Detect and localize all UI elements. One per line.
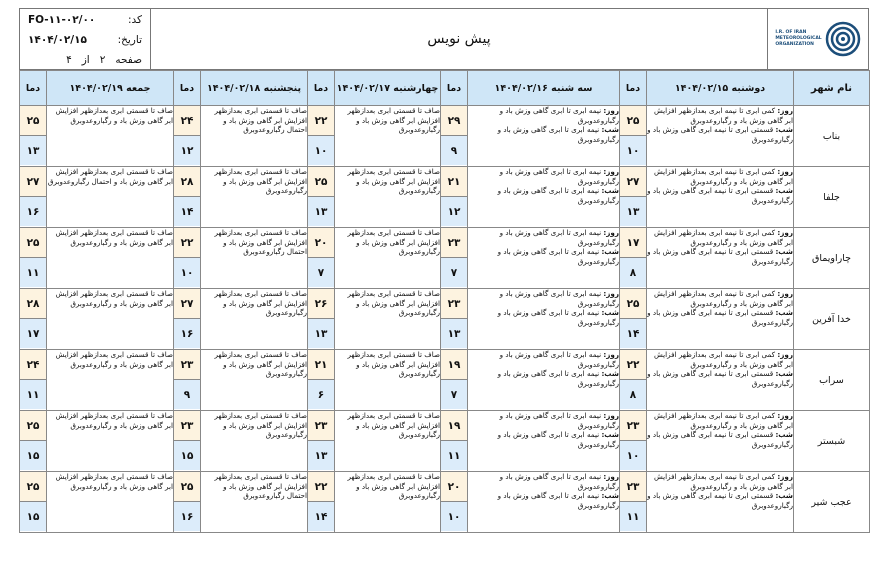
temp-min: ۱۶: [20, 197, 46, 226]
night-forecast: قسمتی ابری تا نیمه ابری گاهی وزش باد و رگباروعدوبرق: [647, 247, 793, 267]
temp-cell: [441, 167, 468, 228]
temp-cell: [308, 228, 335, 289]
forecast-cell: [468, 350, 620, 411]
night-label: شب:: [601, 491, 619, 501]
temp-max: ۲۱: [308, 350, 334, 380]
temp-max: ۱۹: [441, 411, 467, 441]
night-forecast: نیمه ابری تا ابری گاهی وزش باد و رگباروعدوبرق: [497, 308, 619, 328]
day-forecast: کمی ابری تا نیمه ابری بعدازظهر افزایش ابر گاهی وزش باد و رگباروعدوبرق: [653, 106, 793, 125]
header-temp-3: دما: [308, 71, 335, 106]
temp-cell: [20, 289, 47, 350]
temp-max: ۲۰: [308, 228, 334, 258]
forecast-cell: [47, 350, 174, 411]
temp-max: ۲۳: [174, 350, 200, 380]
forecast-cell: [201, 350, 308, 411]
table-row: [20, 228, 870, 289]
temp-cell: [620, 289, 647, 350]
document-header: [19, 8, 869, 70]
page-total: ۴: [66, 54, 72, 66]
temp-cell: [308, 411, 335, 472]
temp-max: ۲۷: [20, 167, 46, 197]
forecast-cell: [335, 350, 441, 411]
night-forecast: نیمه ابری تا ابری گاهی وزش باد و رگباروعدوبرق: [497, 430, 619, 450]
city-name: خدا آفرین: [794, 289, 870, 350]
temp-max: ۲۲: [308, 472, 334, 502]
day-forecast: نیمه ابری تا ابری گاهی وزش باد و رگباروعدوبرق: [499, 289, 619, 308]
night-label: شب:: [775, 308, 793, 318]
table-row: [20, 411, 870, 472]
temp-min: ۱۳: [620, 197, 646, 226]
temp-max: ۲۰: [441, 472, 467, 502]
temp-min: ۱۰: [308, 136, 334, 165]
forecast-cell: [201, 289, 308, 350]
temp-min: ۱۶: [174, 502, 200, 531]
day-forecast: کمی ابری تا نیمه ابری بعدازظهر افزایش ابر گاهی وزش باد و رگباروعدوبرق: [653, 289, 793, 308]
forecast-text: صاف تا قسمتی ابری بعدازظهر افزایش ابر گاهی وزش باد و رگباروعدوبرق: [55, 106, 173, 125]
temp-cell: [441, 289, 468, 350]
forecast-text: صاف تا قسمتی ابری بعدازظهر افزایش ابر گاهی وزش باد و رگباروعدوبرق: [55, 472, 173, 491]
night-label: شب:: [775, 247, 793, 257]
temp-cell: [20, 228, 47, 289]
day-label: روز:: [603, 350, 619, 359]
forecast-text: صاف تا قسمتی ابری بعدازظهر افزایش ابر گاهی وزش باد و رگباروعدوبرق: [214, 411, 307, 440]
temp-cell: [20, 411, 47, 472]
night-label: شب:: [601, 430, 619, 440]
header-day-2: سه شنبه ۱۴۰۴/۰۲/۱۶: [468, 71, 620, 106]
meteorological-organization-logo: [825, 21, 861, 57]
city-name: چاراویماق: [794, 228, 870, 289]
temp-min: ۱۴: [308, 502, 334, 531]
doc-title-cell: [151, 9, 768, 70]
header-day-5: جمعه ۱۴۰۴/۰۲/۱۹: [47, 71, 174, 106]
temp-min: ۱۰: [620, 136, 646, 165]
temp-min: ۷: [441, 380, 467, 409]
day-label: روز:: [603, 167, 619, 176]
night-label: شب:: [775, 369, 793, 379]
day-label: روز:: [603, 411, 619, 420]
code-value: FO-۱۱-۰۲/۰۰: [28, 14, 96, 26]
temp-min: ۱۲: [441, 197, 467, 226]
forecast-text: صاف تا قسمتی ابری بعدازظهر افزایش ابر گاهی وزش باد و احتمال رگباروعدوبرق: [214, 106, 307, 135]
forecast-cell: [47, 411, 174, 472]
city-name: بناب: [794, 106, 870, 167]
temp-max: ۲۳: [620, 472, 646, 502]
temp-cell: [20, 167, 47, 228]
temp-min: ۱۶: [174, 319, 200, 348]
forecast-text: صاف تا قسمتی ابری بعدازظهر افزایش ابر گاهی وزش باد و رگباروعدوبرق: [347, 228, 440, 257]
day-forecast: کمی ابری تا نیمه ابری بعدازظهر افزایش ابر گاهی وزش باد و رگباروعدوبرق: [653, 472, 793, 491]
forecast-cell: [47, 228, 174, 289]
day-forecast: نیمه ابری تا ابری گاهی وزش باد و رگباروعدوبرق: [499, 472, 619, 491]
night-forecast: قسمتی ابری تا نیمه ابری گاهی وزش باد و رگباروعدوبرق: [647, 308, 793, 328]
temp-min: ۱۳: [308, 197, 334, 226]
temp-cell: [174, 411, 201, 472]
forecast-text: صاف تا قسمتی ابری بعدازظهر افزایش ابر گاهی وزش باد و رگباروعدوبرق: [347, 350, 440, 379]
forecast-text: صاف تا قسمتی ابری بعدازظهر افزایش ابر گاهی وزش باد و رگباروعدوبرق: [347, 289, 440, 318]
temp-min: ۷: [441, 258, 467, 287]
temp-min: ۱۰: [620, 441, 646, 470]
temp-cell: [308, 167, 335, 228]
temp-min: ۱۰: [174, 258, 200, 287]
city-name: سراب: [794, 350, 870, 411]
day-forecast: نیمه ابری تا ابری گاهی وزش باد و رگباروعدوبرق: [499, 167, 619, 186]
doc-meta: [20, 9, 151, 70]
temp-min: ۱۱: [620, 502, 646, 531]
forecast-cell: [647, 472, 794, 533]
night-forecast: نیمه ابری تا ابری گاهی وزش باد و رگباروعدوبرق: [497, 125, 619, 145]
day-label: روز:: [603, 106, 619, 115]
temp-max: ۲۹: [441, 106, 467, 136]
temp-min: ۱۷: [20, 319, 46, 348]
header-temp-5: دما: [20, 71, 47, 106]
forecast-text: صاف تا قسمتی ابری بعدازظهر افزایش ابر گاهی وزش باد و رگباروعدوبرق: [55, 411, 173, 430]
forecast-cell: [201, 167, 308, 228]
temp-min: ۸: [620, 380, 646, 409]
temp-min: ۱۳: [441, 319, 467, 348]
temp-max: ۲۳: [441, 289, 467, 319]
temp-cell: [441, 411, 468, 472]
day-label: روز:: [603, 228, 619, 237]
night-forecast: نیمه ابری تا ابری گاهی وزش باد و رگباروعدوبرق: [497, 369, 619, 389]
temp-min: ۱۱: [20, 258, 46, 287]
temp-max: ۲۷: [174, 289, 200, 319]
temp-min: ۱۴: [174, 197, 200, 226]
forecast-cell: [468, 106, 620, 167]
day-forecast: کمی ابری تا نیمه ابری بعدازظهر افزایش ابر گاهی وزش باد و رگباروعدوبرق: [653, 228, 793, 247]
forecast-cell: [647, 167, 794, 228]
page-num: ۲: [99, 54, 106, 66]
forecast-cell: [335, 411, 441, 472]
temp-max: ۲۷: [620, 167, 646, 197]
temp-max: ۲۸: [174, 167, 200, 197]
temp-max: ۲۵: [174, 472, 200, 502]
night-label: شب:: [601, 125, 619, 135]
temp-min: ۱۵: [20, 502, 46, 531]
table-row: [20, 289, 870, 350]
day-forecast: نیمه ابری تا ابری گاهی وزش باد و رگباروعدوبرق: [499, 106, 619, 125]
day-label: روز:: [777, 350, 793, 359]
temp-min: ۷: [308, 258, 334, 287]
night-forecast: نیمه ابری تا ابری گاهی وزش باد و رگباروعدوبرق: [497, 247, 619, 267]
temp-min: ۱۳: [308, 319, 334, 348]
forecast-cell: [335, 106, 441, 167]
temp-min: ۱۴: [620, 319, 646, 348]
city-name: عجب شیر: [794, 472, 870, 533]
temp-cell: [174, 228, 201, 289]
logo-text-2: METEOROLOGICAL: [775, 36, 822, 42]
table-row: [20, 106, 870, 167]
temp-max: ۲۱: [441, 167, 467, 197]
temp-cell: [20, 350, 47, 411]
date-label: تاریخ:: [117, 34, 142, 46]
temp-max: ۲۶: [308, 289, 334, 319]
forecast-cell: [468, 411, 620, 472]
page-label: صفحه: [115, 54, 142, 66]
temp-min: ۹: [441, 136, 467, 165]
forecast-cell: [47, 472, 174, 533]
temp-min: ۶: [308, 380, 334, 409]
temp-max: ۲۲: [620, 350, 646, 380]
temp-cell: [620, 472, 647, 533]
temp-max: ۲۵: [620, 289, 646, 319]
temp-max: ۲۳: [620, 411, 646, 441]
forecast-text: صاف تا قسمتی ابری بعدازظهر افزایش ابر گاهی وزش باد و احتمال رگباروعدوبرق: [47, 167, 173, 186]
logo-text-3: ORGANIZATION: [775, 41, 814, 47]
city-name: جلفا: [794, 167, 870, 228]
day-forecast: کمی ابری تا نیمه ابری بعدازظهر افزایش ابر گاهی وزش باد و رگباروعدوبرق: [653, 167, 793, 186]
forecast-cell: [335, 472, 441, 533]
temp-cell: [308, 472, 335, 533]
temp-cell: [174, 106, 201, 167]
forecast-cell: [335, 228, 441, 289]
temp-cell: [20, 472, 47, 533]
temp-max: ۱۷: [620, 228, 646, 258]
header-temp-4: دما: [174, 71, 201, 106]
forecast-text: صاف تا قسمتی ابری بعدازظهر افزایش ابر گاهی وزش باد و رگباروعدوبرق: [347, 472, 440, 501]
code-label: کد:: [127, 14, 142, 26]
night-label: شب:: [775, 186, 793, 196]
temp-max: ۲۵: [20, 106, 46, 136]
temp-cell: [20, 106, 47, 167]
temp-min: ۹: [174, 380, 200, 409]
forecast-cell: [201, 411, 308, 472]
table-header-row: [20, 71, 870, 106]
day-label: روز:: [777, 472, 793, 481]
night-forecast: قسمتی ابری تا نیمه ابری گاهی وزش باد و رگباروعدوبرق: [647, 491, 793, 511]
temp-max: ۲۲: [308, 106, 334, 136]
temp-min: ۱۰: [441, 502, 467, 531]
logo-cell: [768, 9, 869, 70]
night-forecast: نیمه ابری تا ابری گاهی وزش باد و رگباروعدوبرق: [497, 491, 619, 511]
temp-cell: [441, 106, 468, 167]
forecast-cell: [468, 228, 620, 289]
day-forecast: کمی ابری تا نیمه ابری بعدازظهر افزایش ابر گاهی وزش باد و رگباروعدوبرق: [653, 411, 793, 430]
temp-max: ۱۹: [441, 350, 467, 380]
forecast-cell: [647, 289, 794, 350]
temp-max: ۲۲: [174, 228, 200, 258]
day-label: روز:: [603, 289, 619, 298]
forecast-text: صاف تا قسمتی ابری بعدازظهر افزایش ابر گاهی وزش باد و رگباروعدوبرق: [55, 228, 173, 247]
temp-cell: [308, 106, 335, 167]
night-forecast: قسمتی ابری تا نیمه ابری گاهی وزش باد و رگباروعدوبرق: [647, 430, 793, 450]
forecast-cell: [468, 472, 620, 533]
header-day-4: پنجشنبه ۱۴۰۴/۰۲/۱۸: [201, 71, 308, 106]
forecast-cell: [647, 228, 794, 289]
forecast-text: صاف تا قسمتی ابری بعدازظهر افزایش ابر گاهی وزش باد و رگباروعدوبرق: [55, 289, 173, 308]
table-row: [20, 472, 870, 533]
forecast-text: صاف تا قسمتی ابری بعدازظهر افزایش ابر گاهی وزش باد و رگباروعدوبرق: [214, 289, 307, 318]
forecast-cell: [47, 289, 174, 350]
temp-cell: [308, 350, 335, 411]
forecast-cell: [468, 167, 620, 228]
night-forecast: نیمه ابری تا ابری گاهی وزش باد و رگباروعدوبرق: [497, 186, 619, 206]
forecast-cell: [201, 106, 308, 167]
page-of: از: [81, 54, 90, 66]
forecast-cell: [468, 289, 620, 350]
forecast-text: صاف تا قسمتی ابری بعدازظهر افزایش ابر گاهی وزش باد و رگباروعدوبرق: [55, 350, 173, 369]
night-label: شب:: [775, 125, 793, 135]
night-label: شب:: [775, 430, 793, 440]
night-forecast: قسمتی ابری تا نیمه ابری گاهی وزش باد و رگباروعدوبرق: [647, 186, 793, 206]
night-forecast: قسمتی ابری تا نیمه ابری گاهی وزش باد و رگباروعدوبرق: [647, 369, 793, 389]
day-label: روز:: [777, 411, 793, 420]
forecast-cell: [335, 289, 441, 350]
forecast-text: صاف تا قسمتی ابری بعدازظهر افزایش ابر گاهی وزش باد و احتمال رگباروعدوبرق: [214, 228, 307, 257]
header-day-1: دوشنبه ۱۴۰۴/۰۲/۱۵: [647, 71, 794, 106]
temp-max: ۲۳: [174, 411, 200, 441]
day-forecast: نیمه ابری تا ابری گاهی وزش باد و رگباروعدوبرق: [499, 411, 619, 430]
forecast-cell: [47, 106, 174, 167]
forecast-text: صاف تا قسمتی ابری بعدازظهر افزایش ابر گاهی وزش باد و احتمال رگباروعدوبرق: [214, 472, 307, 501]
forecast-cell: [47, 167, 174, 228]
forecast-text: صاف تا قسمتی ابری بعدازظهر افزایش ابر گاهی وزش باد و رگباروعدوبرق: [347, 167, 440, 196]
temp-cell: [441, 472, 468, 533]
temp-max: ۲۸: [20, 289, 46, 319]
forecast-table: [19, 70, 870, 533]
temp-min: ۸: [620, 258, 646, 287]
forecast-cell: [647, 106, 794, 167]
temp-max: ۲۴: [174, 106, 200, 136]
temp-max: ۲۵: [20, 411, 46, 441]
day-forecast: نیمه ابری تا ابری گاهی وزش باد و رگباروعدوبرق: [499, 350, 619, 369]
page-title: پیش نویس: [427, 31, 491, 47]
temp-cell: [441, 228, 468, 289]
temp-min: ۱۳: [20, 136, 46, 165]
header-city: نام شهر: [794, 71, 870, 106]
date-value: ۱۴۰۴/۰۲/۱۵: [28, 34, 87, 46]
temp-cell: [620, 106, 647, 167]
forecast-page: [19, 8, 869, 533]
forecast-text: صاف تا قسمتی ابری بعدازظهر افزایش ابر گاهی وزش باد و رگباروعدوبرق: [214, 167, 307, 196]
temp-cell: [620, 167, 647, 228]
day-label: روز:: [777, 228, 793, 237]
logo-text-1: I.R. OF IRAN: [775, 30, 807, 36]
night-label: شب:: [601, 308, 619, 318]
day-label: روز:: [777, 106, 793, 115]
forecast-cell: [201, 228, 308, 289]
day-label: روز:: [777, 289, 793, 298]
temp-cell: [308, 289, 335, 350]
forecast-text: صاف تا قسمتی ابری بعدازظهر افزایش ابر گاهی وزش باد و رگباروعدوبرق: [347, 411, 440, 440]
temp-max: ۲۳: [441, 228, 467, 258]
temp-max: ۲۴: [20, 350, 46, 380]
day-label: روز:: [777, 167, 793, 176]
temp-cell: [620, 411, 647, 472]
day-forecast: کمی ابری تا نیمه ابری بعدازظهر افزایش ابر گاهی وزش باد و رگباروعدوبرق: [653, 350, 793, 369]
forecast-text: صاف تا قسمتی ابری بعدازظهر افزایش ابر گاهی وزش باد و رگباروعدوبرق: [347, 106, 440, 135]
table-row: [20, 350, 870, 411]
forecast-cell: [647, 411, 794, 472]
temp-min: ۱۵: [20, 441, 46, 470]
temp-cell: [174, 472, 201, 533]
temp-min: ۱۳: [308, 441, 334, 470]
temp-max: ۲۵: [20, 228, 46, 258]
forecast-cell: [335, 167, 441, 228]
header-temp-1: دما: [620, 71, 647, 106]
day-forecast: نیمه ابری تا ابری گاهی وزش باد و رگباروعدوبرق: [499, 228, 619, 247]
temp-max: ۲۵: [620, 106, 646, 136]
temp-cell: [174, 350, 201, 411]
night-label: شب:: [775, 491, 793, 501]
temp-min: ۱۱: [20, 380, 46, 409]
forecast-cell: [201, 472, 308, 533]
forecast-cell: [647, 350, 794, 411]
temp-cell: [620, 228, 647, 289]
forecast-text: صاف تا قسمتی ابری بعدازظهر افزایش ابر گاهی وزش باد و رگباروعدوبرق: [214, 350, 307, 379]
temp-cell: [441, 350, 468, 411]
night-label: شب:: [601, 247, 619, 257]
temp-max: ۲۳: [308, 411, 334, 441]
temp-min: ۱۱: [441, 441, 467, 470]
temp-cell: [620, 350, 647, 411]
temp-max: ۲۵: [20, 472, 46, 502]
table-row: [20, 167, 870, 228]
header-day-3: چهارشنبه ۱۴۰۴/۰۲/۱۷: [335, 71, 441, 106]
header-temp-2: دما: [441, 71, 468, 106]
temp-max: ۲۵: [308, 167, 334, 197]
night-label: شب:: [601, 186, 619, 196]
night-forecast: قسمتی ابری تا نیمه ابری گاهی وزش باد و رگباروعدوبرق: [647, 125, 793, 145]
temp-min: ۱۵: [174, 441, 200, 470]
day-label: روز:: [603, 472, 619, 481]
temp-cell: [174, 167, 201, 228]
temp-cell: [174, 289, 201, 350]
city-name: شبستر: [794, 411, 870, 472]
night-label: شب:: [601, 369, 619, 379]
temp-min: ۱۲: [174, 136, 200, 165]
